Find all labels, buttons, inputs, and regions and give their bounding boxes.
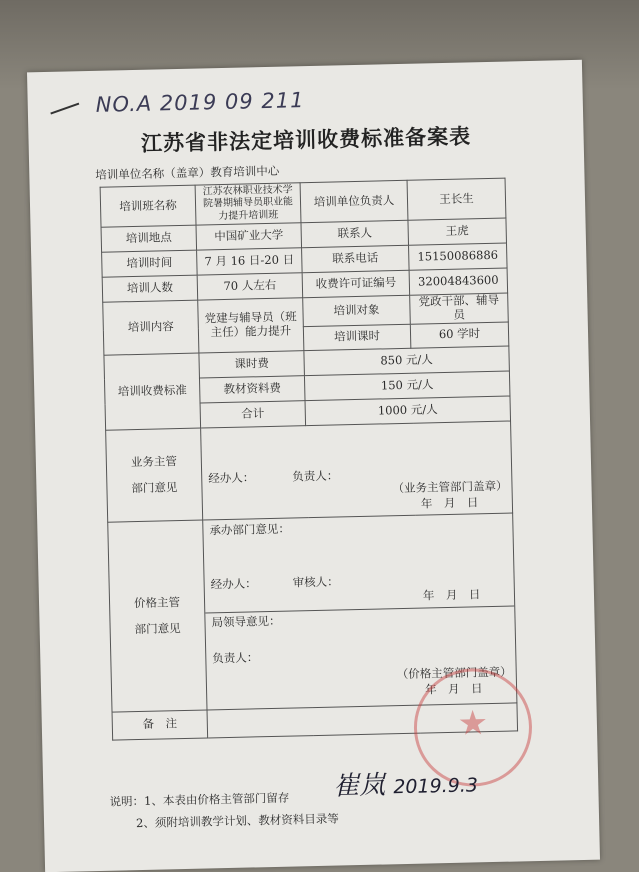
filing-form-table <box>100 178 518 741</box>
handwritten-dash <box>50 103 79 115</box>
business-responsible-label: 负责人： <box>292 468 339 484</box>
fee-item-name: 合计 <box>200 400 306 427</box>
price-date-2: 年 月 日 <box>424 680 483 697</box>
fee-item-amount: 150 元/人 <box>304 371 510 401</box>
hours-value: 60 学时 <box>410 322 509 348</box>
business-dept-label <box>106 428 203 522</box>
location-label: 培训地点 <box>101 225 197 252</box>
note-line-2: 2、须附培训教学计划、教材资料目录等 <box>135 811 339 831</box>
handwritten-signature: 崔岚 <box>332 770 386 802</box>
price-date-1: 年 月 日 <box>422 586 481 603</box>
count-label: 培训人数 <box>102 275 198 302</box>
target-label: 培训对象 <box>303 295 411 326</box>
stamp-star-icon: ★ <box>457 703 489 744</box>
price-stamp-note: （价格主管部门盖章） <box>396 664 512 681</box>
note-line-1: 说明：1、本表由价格主管部门留存 <box>109 790 290 809</box>
table-row <box>106 421 513 522</box>
content-value: 党建与辅导员（班主任）能力提升 <box>198 298 304 353</box>
contact-label: 联系人 <box>301 220 409 247</box>
license-label: 收费许可证编号 <box>302 270 410 297</box>
count-value: 70 人左右 <box>197 273 303 300</box>
hours-label: 培训课时 <box>303 324 411 350</box>
training-unit-value: 教育培训中心 <box>210 163 280 180</box>
business-handler-label: 经办人： <box>208 469 255 485</box>
content-label: 培训内容 <box>103 300 199 355</box>
price-dept-label-line1: 价格主管 <box>133 595 181 611</box>
remarks-label: 备 注 <box>112 710 208 740</box>
fee-item-amount: 1000 元/人 <box>305 396 511 426</box>
page-title: 江苏省非法定培训收费标准备案表 <box>140 123 472 156</box>
phone-value: 15150086886 <box>409 243 508 270</box>
business-dept-opinion-cell <box>201 421 513 520</box>
red-seal-stamp <box>413 667 534 788</box>
price-handler-label: 经办人： <box>210 575 257 591</box>
phone-label: 联系电话 <box>302 245 410 272</box>
training-unit-label: 培训单位名称（盖章） <box>95 165 211 182</box>
class-name-value: 江苏农林职业技术学院暑期辅导员职业能力提升培训班 <box>195 183 301 225</box>
license-value: 32004843600 <box>409 268 508 295</box>
business-date: 年 月 日 <box>420 494 479 511</box>
time-value: 7 月 16 日-20 日 <box>197 248 303 275</box>
training-unit-line <box>95 163 279 183</box>
responsible-value: 王长生 <box>407 178 506 220</box>
notes-block <box>109 786 339 835</box>
host-dept-opinion-label: 承办部门意见： <box>209 521 291 537</box>
handwritten-date: 2019.9.3 <box>393 774 479 799</box>
time-label: 培训时间 <box>102 250 198 277</box>
price-cell-divider <box>205 605 514 613</box>
price-dept-label-line2: 部门意见 <box>134 621 181 637</box>
price-dept-label <box>108 520 207 712</box>
contact-value: 王虎 <box>408 218 507 245</box>
fee-item-name: 教材资料费 <box>199 375 305 402</box>
price-responsible-label: 负责人： <box>212 649 259 665</box>
class-name-label: 培训班名称 <box>100 185 196 227</box>
location-value: 中国矿业大学 <box>196 223 302 250</box>
business-dept-label-line2: 部门意见 <box>131 480 178 496</box>
business-dept-label-line1: 业务主管 <box>130 454 178 470</box>
fee-item-name: 课时费 <box>199 350 305 377</box>
responsible-label: 培训单位负责人 <box>300 180 408 222</box>
target-value: 党政干部、辅导员 <box>410 293 509 324</box>
fee-standard-label: 培训收费标准 <box>104 353 201 430</box>
business-stamp-note: （业务主管部门盖章） <box>392 478 508 495</box>
handwritten-doc-number: NO.A 2019 09 211 <box>95 88 305 117</box>
leader-opinion-label: 局领导意见： <box>211 613 281 629</box>
price-reviewer-label: 审核人： <box>292 574 339 590</box>
fee-item-amount: 850 元/人 <box>304 346 510 376</box>
document-sheet <box>27 60 600 872</box>
